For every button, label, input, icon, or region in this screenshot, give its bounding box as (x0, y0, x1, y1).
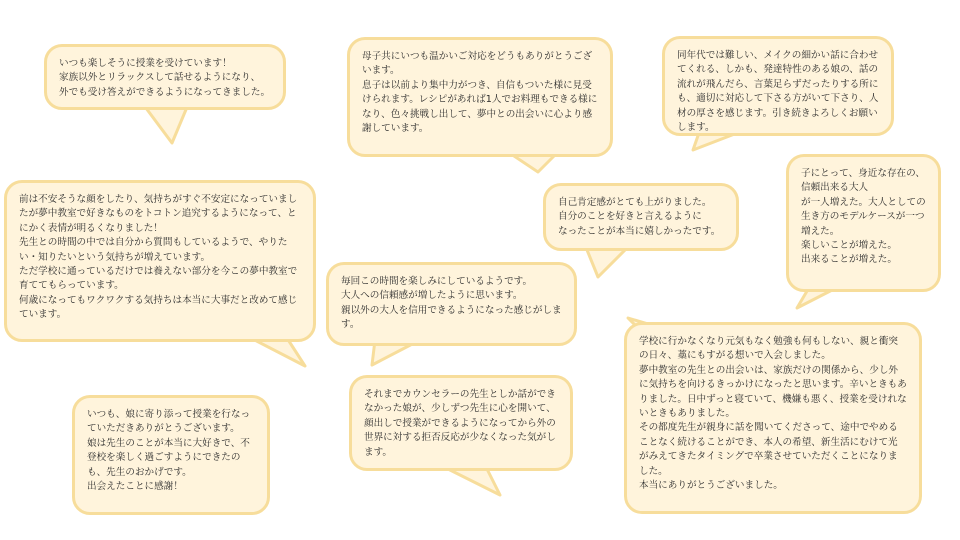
comment-text: 自己肯定感がとても上がりました。 自分のことを好きと言えるように なったことが本当に嬉しかったです。 (558, 197, 721, 237)
comment-bubble (4, 180, 316, 342)
comment-bubble (326, 262, 577, 346)
comment-text: いつも楽しそうに授業を受けています！ 家族以外とリラックスして話せるようになり、 外でも受け答えができるようになってきました。 (59, 58, 271, 98)
comment-text: 母子共にいつも温かいご対応をどうもありがとうございます。 息子は以前より集中力がつき、自信もついた様に見受けられます。レシピがあれば1人でお料理もできる様になり、色々挑戦し出して、夢中との出会いに心より感謝しています。 (362, 51, 598, 134)
comment-bubble (543, 183, 739, 251)
comment-bubble (72, 395, 270, 515)
comment-text: 毎回この時間を楽しみにしているようです。 大人への信頼感が増したように思います。 親以外の大人を信用できるようになった感じがします。 (341, 276, 562, 331)
comment-text: 前は不安そうな顔をしたり、気持ちがすぐ不安定になっていましたが夢中教室で好きなものをトコトン追究するようになって、とにかく表情が明るくなりました！ 先生との時間の中では自分から質問もしているようで、やりたい・知りたいという気持ちが増えています。 ただ学校に通っているだけでは養えない部分を今この夢中教室で育ててもらっています。 何歳になってもワクワクする気持ちは本当に大事だと改めて感じています。 (19, 194, 298, 321)
comment-text: 同年代では難しい、メイクの細かい話に合わせてくれる、しかも、発達特性のある娘の、話の流れが飛んだら、言葉足らずだったりする所にも、適切に対応して下さる方がいて下さり、人材の厚さを感じます。引き続きよろしくお願いします。 (677, 50, 879, 133)
comment-text: それまでカウンセラーの先生としか話ができなかった娘が、少しずつ先生に心を開いて、顔出しで授業ができるようになってから外の世界に対する拒否反応が少なくなった気がします。 (364, 389, 556, 458)
comment-bubble (349, 375, 573, 471)
comment-text: 子にとって、身近な存在の、信頼出来る大人 が一人増えた。大人としての生き方のモデルケースが一つ増えた。 楽しいことが増えた。 出来ることが増えた。 (801, 168, 926, 266)
comment-bubble (662, 36, 894, 136)
comment-bubble (624, 322, 922, 514)
comment-text: 学校に行かなくなり元気もなく勉強も何もしない、親と衝突の日々、藁にもすがる想いで入会しました。 夢中教室の先生との出会いは、家族だけの関係から、少し外に気持ちを向けるきっかけになったと思います。辛いときもありました。日中ずっと寝ていて、機嫌も悪く、授業を受けれないときもありました。 その都度先生が親身に話を聞いてくださって、途中でやめることなく続けることができ、本人の希望、新生活にむけて光がみえてきたタイミングで卒業させていただくことになりました。 本当にありがとうございました。 (639, 336, 907, 491)
comment-bubble (44, 44, 286, 110)
comment-bubble (347, 37, 613, 157)
comment-bubble (786, 154, 941, 292)
comment-text: いつも、娘に寄り添って授業を行なっていただきありがとうございます。 娘は先生のことが本当に大好きで、不登校を楽しく過ごすようにできたのも、先生のおかげです。 出会えたことに感謝！ (87, 409, 251, 492)
